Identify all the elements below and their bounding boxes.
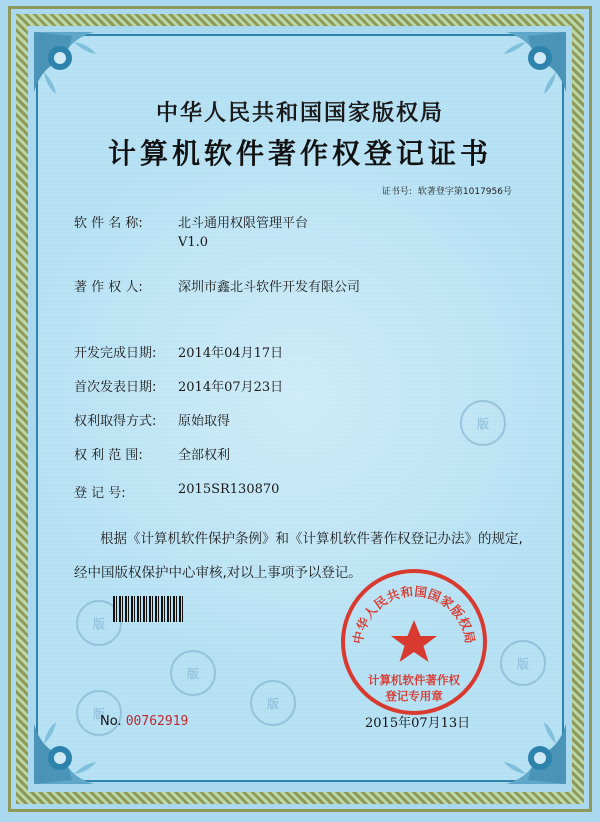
field-label: 登 记 号:: [74, 486, 126, 501]
field-label: 著 作 权 人:: [74, 280, 143, 295]
field-value: [178, 212, 308, 250]
watermark-icon: 版: [170, 650, 216, 696]
field-value: 2015SR130870: [178, 482, 280, 497]
watermark-icon: 版: [500, 640, 546, 686]
field-software-name: [74, 212, 308, 250]
field-label: 权利取得方式:: [74, 414, 157, 429]
certificate-title: 计算机软件著作权登记证书: [107, 137, 492, 170]
field-completion-date: [74, 342, 283, 361]
seal-star-icon: [391, 620, 437, 662]
serial-number: [100, 714, 188, 729]
certificate-number-label: 证书号:: [381, 187, 412, 197]
watermark-icon: 版: [460, 400, 506, 446]
field-value: 2014年04月17日: [178, 346, 284, 361]
software-version: V1.0: [178, 235, 209, 250]
field-label: 权 利 范 围:: [74, 448, 143, 463]
certificate-number: [382, 184, 512, 197]
serial-value: 00762919: [125, 714, 189, 729]
field-value: 原始取得: [178, 414, 231, 429]
field-acquisition-method: [74, 410, 230, 429]
issue-date: 2015年07月13日: [365, 716, 471, 731]
issuer-name: 中华人民共和国国家版权局: [155, 101, 444, 126]
corner-ornament-icon: [478, 696, 570, 788]
field-label: 软 件 名 称:: [74, 216, 143, 231]
field-value: 深圳市鑫北斗软件开发有限公司: [178, 280, 361, 295]
registration-statement: 根据《计算机软件保护条例》和《计算机软件著作权登记办法》的规定,经中国版权保护中心审核,对以上事项予以登记。: [74, 531, 523, 581]
field-value: 2014年07月23日: [178, 380, 284, 395]
watermark-icon: 版: [76, 600, 122, 646]
serial-label: No.: [100, 714, 122, 729]
watermark-icon: 版: [250, 680, 296, 726]
seal-line-1: 计算机软件著作权: [368, 673, 460, 687]
field-rights-scope: [74, 444, 230, 463]
software-name: 北斗通用权限管理平台: [178, 216, 309, 231]
official-seal: [338, 566, 490, 718]
field-publication-date: [74, 376, 283, 395]
certificate-number-value: 软著登字第1017956号: [417, 187, 512, 197]
field-registration-number: [74, 482, 279, 501]
field-value: 全部权利: [178, 448, 231, 463]
seal-line-2: 登记专用章: [385, 689, 443, 703]
field-label: 开发完成日期:: [74, 346, 157, 361]
watermark-icon: 版: [76, 690, 122, 736]
seal-ring-text: 中华人民共和国国家版权局: [349, 583, 479, 646]
field-label: 首次发表日期:: [74, 380, 157, 395]
field-copyright-owner: [74, 276, 360, 295]
barcode: [113, 596, 183, 622]
